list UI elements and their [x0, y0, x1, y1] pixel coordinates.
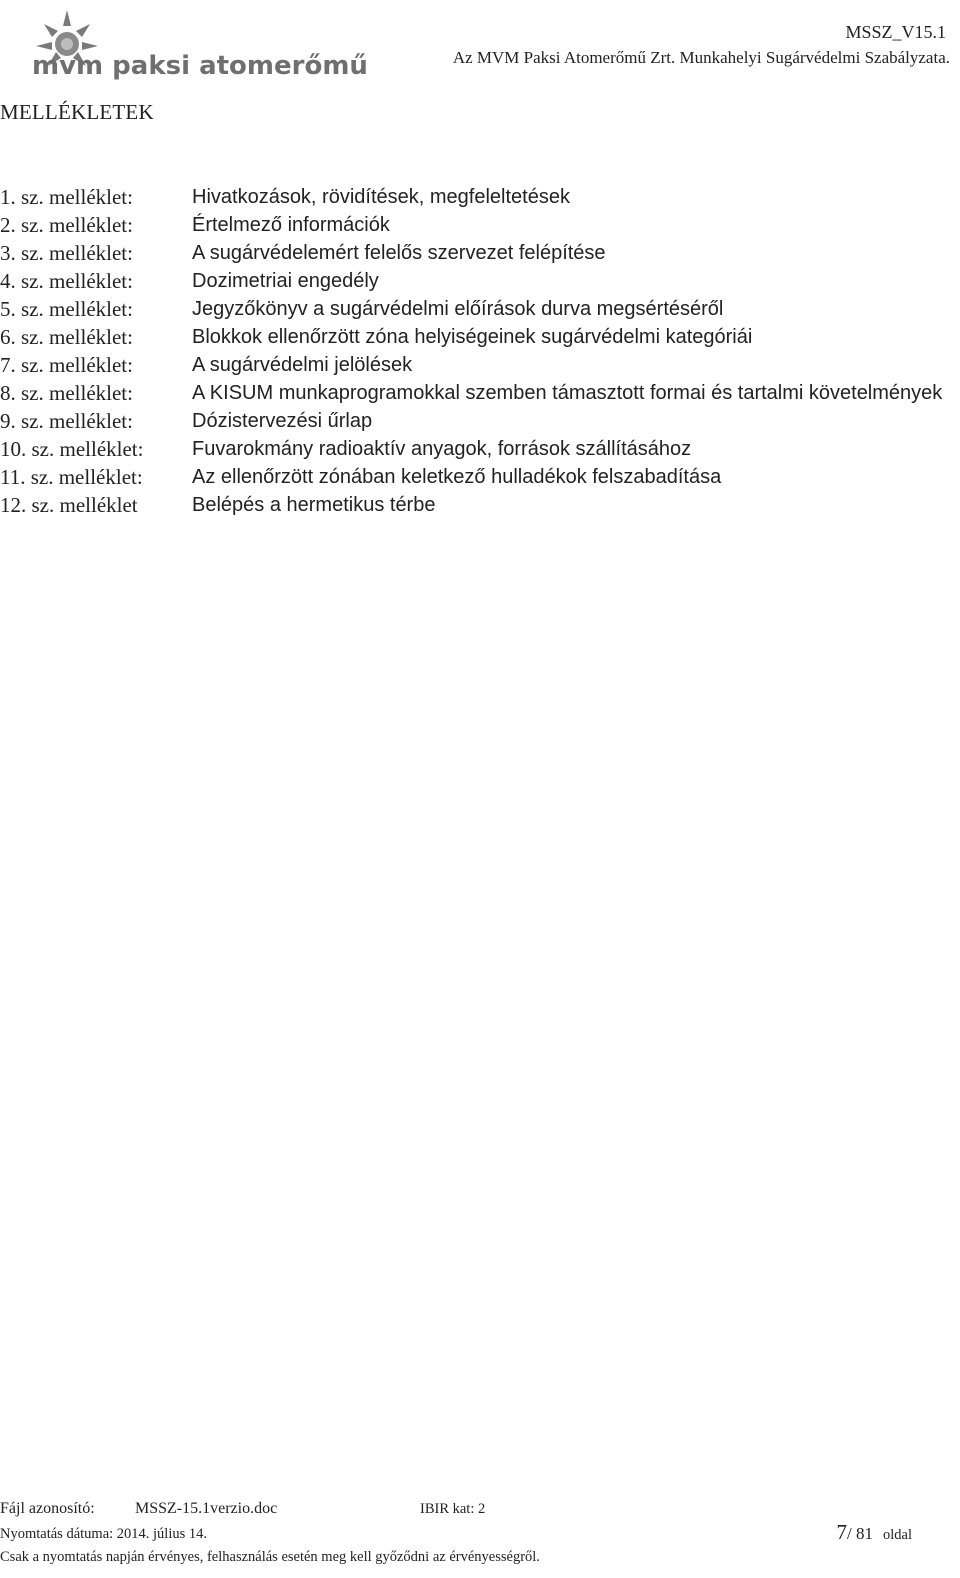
annex-number: 8. sz. melléklet: — [0, 381, 133, 405]
list-item — [0, 295, 950, 323]
annex-number: 5. sz. melléklet: — [0, 297, 133, 321]
list-item — [0, 239, 950, 267]
annex-title: A KISUM munkaprogramokkal szemben támasztott formai és tartalmi követelmények — [192, 382, 943, 404]
list-item — [0, 267, 950, 295]
logo-wordmark: mvm paksi atomerőmű — [32, 51, 368, 81]
validity-notice: Csak a nyomtatás napján érvényes, felhasználás esetén meg kell győződni az érvényességről. — [0, 1549, 540, 1565]
section-title: MELLÉKLETEK — [0, 100, 154, 124]
list-item — [0, 463, 950, 491]
annex-title: Fuvarokmány radioaktív anyagok, források szállításához — [192, 438, 692, 460]
annex-number: 7. sz. melléklet: — [0, 353, 133, 377]
annex-title: Hivatkozások, rövidítések, megfeleltetések — [192, 186, 570, 208]
annex-title: Belépés a hermetikus térbe — [192, 494, 436, 516]
annex-title: Dozimetriai engedély — [192, 270, 379, 292]
annex-number: 4. sz. melléklet: — [0, 269, 133, 293]
file-id-label: Fájl azonosító: — [0, 1500, 95, 1517]
ibir-category: IBIR kat: 2 — [420, 1501, 486, 1517]
file-id-value: MSSZ-15.1verzio.doc — [135, 1500, 278, 1517]
page-total: / 81 — [847, 1524, 873, 1543]
annex-title: Az ellenőrzött zónában keletkező hulladékok felszabadítása — [192, 466, 722, 488]
annex-title: A sugárvédelmi jelölések — [192, 354, 413, 376]
list-item — [0, 379, 950, 407]
list-item — [0, 351, 950, 379]
list-item — [0, 407, 950, 435]
annex-title: Dózistervezési űrlap — [192, 410, 373, 432]
annex-number: 2. sz. melléklet: — [0, 213, 133, 237]
list-item — [0, 211, 950, 239]
annex-title: Blokkok ellenőrzött zóna helyiségeinek sugárvédelmi kategóriái — [192, 326, 753, 348]
annex-number: 12. sz. melléklet — [0, 493, 138, 517]
page-number — [837, 1520, 912, 1545]
print-date: Nyomtatás dátuma: 2014. július 14. — [0, 1526, 208, 1542]
annex-number: 1. sz. melléklet: — [0, 185, 133, 209]
annex-number: 6. sz. melléklet: — [0, 325, 133, 349]
annex-list — [0, 183, 950, 519]
company-logo — [22, 4, 368, 81]
document-title: Az MVM Paksi Atomerőmű Zrt. Munkahelyi Sugárvédelmi Szabályzata. — [452, 48, 950, 67]
atom-sun-logo-icon — [22, 4, 368, 81]
page-current: 7 — [836, 1520, 848, 1544]
list-item — [0, 323, 950, 351]
document-code: MSSZ_V15.1 — [845, 22, 946, 42]
annex-title: A sugárvédelemért felelős szervezet felépítése — [192, 242, 606, 264]
annex-number: 9. sz. melléklet: — [0, 409, 133, 433]
page-suffix: oldal — [883, 1527, 912, 1543]
annex-number: 10. sz. melléklet: — [0, 437, 144, 461]
annex-title: Értelmező információk — [192, 214, 390, 236]
annex-number: 3. sz. melléklet: — [0, 241, 133, 265]
list-item — [0, 183, 950, 211]
list-item — [0, 491, 950, 519]
annex-number: 11. sz. melléklet: — [0, 465, 143, 489]
annex-title: Jegyzőkönyv a sugárvédelmi előírások durva megsértéséről — [192, 298, 724, 320]
list-item — [0, 435, 950, 463]
